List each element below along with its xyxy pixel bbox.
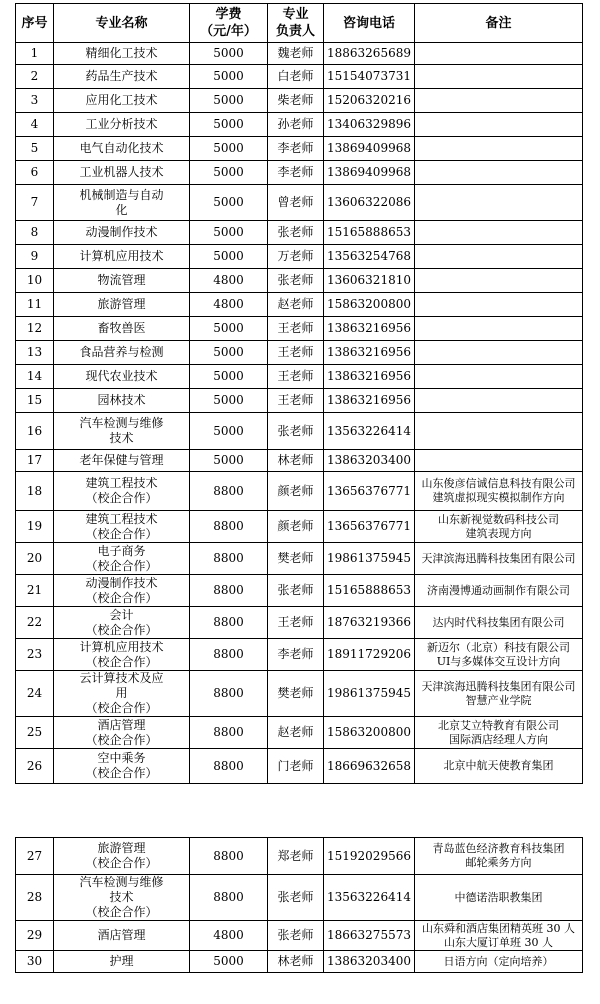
cell-phone: 18663275573 — [324, 921, 415, 951]
table-row — [16, 269, 583, 293]
cell-phone: 15206320216 — [324, 89, 415, 113]
cell-teacher: 万老师 — [268, 245, 324, 269]
cell-teacher: 孙老师 — [268, 113, 324, 137]
cell-remarks: 中德诺浩职教集团 — [415, 875, 583, 921]
cell-phone: 18911729206 — [324, 639, 415, 671]
cell-phone: 13863216956 — [324, 389, 415, 413]
table-body-part-2 — [16, 838, 583, 973]
cell-remarks — [415, 341, 583, 365]
cell-tuition: 8800 — [190, 717, 268, 749]
cell-remarks: 新迈尔（北京）科技有限公司 UI与多媒体交互设计方向 — [415, 639, 583, 671]
table-row — [16, 472, 583, 511]
cell-tuition: 8800 — [190, 875, 268, 921]
cell-remarks: 山东舜和酒店集团精英班 30 人 山东大厦订单班 30 人 — [415, 921, 583, 951]
cell-index: 27 — [16, 838, 54, 875]
cell-phone: 13869409968 — [324, 161, 415, 185]
cell-teacher: 白老师 — [268, 65, 324, 89]
cell-index: 29 — [16, 921, 54, 951]
cell-index: 5 — [16, 137, 54, 161]
cell-phone: 19861375945 — [324, 671, 415, 717]
cell-major: 老年保健与管理 — [54, 450, 190, 472]
cell-index: 6 — [16, 161, 54, 185]
cell-remarks — [415, 43, 583, 65]
cell-teacher: 张老师 — [268, 269, 324, 293]
cell-major: 空中乘务 （校企合作） — [54, 749, 190, 784]
cell-tuition: 5000 — [190, 413, 268, 450]
cell-major: 旅游管理 （校企合作） — [54, 838, 190, 875]
header-index: 序号 — [16, 4, 54, 43]
table-row — [16, 137, 583, 161]
cell-remarks: 日语方向（定向培养） — [415, 951, 583, 973]
cell-major: 旅游管理 — [54, 293, 190, 317]
cell-major: 酒店管理 （校企合作） — [54, 717, 190, 749]
cell-tuition: 5000 — [190, 65, 268, 89]
cell-teacher: 王老师 — [268, 317, 324, 341]
cell-tuition: 5000 — [190, 137, 268, 161]
cell-teacher: 李老师 — [268, 639, 324, 671]
cell-tuition: 8800 — [190, 639, 268, 671]
table-body-part-1 — [16, 43, 583, 784]
cell-index: 30 — [16, 951, 54, 973]
cell-tuition: 8800 — [190, 671, 268, 717]
table-row — [16, 671, 583, 717]
cell-major: 食品营养与检测 — [54, 341, 190, 365]
cell-phone: 15863200800 — [324, 293, 415, 317]
cell-index: 26 — [16, 749, 54, 784]
cell-tuition: 5000 — [190, 317, 268, 341]
table-row — [16, 341, 583, 365]
cell-remarks — [415, 450, 583, 472]
cell-remarks: 达内时代科技集团有限公司 — [415, 607, 583, 639]
cell-major: 建筑工程技术 （校企合作） — [54, 472, 190, 511]
cell-remarks: 山东俊彦信诚信息科技有限公司 建筑虚拟现实模拟制作方向 — [415, 472, 583, 511]
cell-tuition: 4800 — [190, 921, 268, 951]
table-row — [16, 413, 583, 450]
cell-index: 11 — [16, 293, 54, 317]
cell-phone: 13406329896 — [324, 113, 415, 137]
cell-phone: 15863200800 — [324, 717, 415, 749]
cell-tuition: 5000 — [190, 341, 268, 365]
header-phone: 咨询电话 — [324, 4, 415, 43]
cell-teacher: 曾老师 — [268, 185, 324, 221]
cell-remarks — [415, 89, 583, 113]
cell-phone: 13656376771 — [324, 472, 415, 511]
cell-major: 建筑工程技术 （校企合作） — [54, 511, 190, 543]
cell-tuition: 8800 — [190, 607, 268, 639]
cell-major: 云计算技术及应 用 （校企合作） — [54, 671, 190, 717]
cell-tuition: 5000 — [190, 161, 268, 185]
table-row — [16, 575, 583, 607]
cell-major: 药品生产技术 — [54, 65, 190, 89]
cell-tuition: 5000 — [190, 89, 268, 113]
cell-index: 24 — [16, 671, 54, 717]
cell-remarks: 天津滨海迅腾科技集团有限公司 — [415, 543, 583, 575]
cell-teacher: 郑老师 — [268, 838, 324, 875]
cell-major: 应用化工技术 — [54, 89, 190, 113]
cell-major: 动漫制作技术 （校企合作） — [54, 575, 190, 607]
cell-major: 电气自动化技术 — [54, 137, 190, 161]
cell-major: 计算机应用技术 — [54, 245, 190, 269]
cell-index: 23 — [16, 639, 54, 671]
cell-major: 电子商务 （校企合作） — [54, 543, 190, 575]
cell-tuition: 8800 — [190, 511, 268, 543]
cell-remarks — [415, 161, 583, 185]
cell-teacher: 林老师 — [268, 450, 324, 472]
cell-phone: 13656376771 — [324, 511, 415, 543]
cell-tuition: 8800 — [190, 472, 268, 511]
cell-phone: 13869409968 — [324, 137, 415, 161]
cell-major: 汽车检测与维修 技术 — [54, 413, 190, 450]
table-row — [16, 389, 583, 413]
cell-phone: 15154073731 — [324, 65, 415, 89]
table-row — [16, 65, 583, 89]
cell-teacher: 张老师 — [268, 921, 324, 951]
table-row — [16, 113, 583, 137]
cell-index: 7 — [16, 185, 54, 221]
table-row — [16, 639, 583, 671]
cell-phone: 13863216956 — [324, 365, 415, 389]
cell-teacher: 张老师 — [268, 221, 324, 245]
table-row — [16, 921, 583, 951]
table-row — [16, 543, 583, 575]
cell-major: 园林技术 — [54, 389, 190, 413]
cell-remarks — [415, 137, 583, 161]
table-row — [16, 161, 583, 185]
cell-remarks: 青岛蓝色经济教育科技集团 邮轮乘务方向 — [415, 838, 583, 875]
cell-teacher: 赵老师 — [268, 717, 324, 749]
cell-remarks — [415, 113, 583, 137]
cell-remarks: 北京中航天使教育集团 — [415, 749, 583, 784]
cell-tuition: 5000 — [190, 389, 268, 413]
cell-teacher: 王老师 — [268, 607, 324, 639]
cell-index: 17 — [16, 450, 54, 472]
cell-phone: 13863203400 — [324, 951, 415, 973]
cell-index: 19 — [16, 511, 54, 543]
cell-tuition: 4800 — [190, 293, 268, 317]
table-row — [16, 717, 583, 749]
cell-remarks: 山东新视觉数码科技公司 建筑表现方向 — [415, 511, 583, 543]
table-row — [16, 607, 583, 639]
cell-index: 18 — [16, 472, 54, 511]
cell-index: 13 — [16, 341, 54, 365]
table-row — [16, 221, 583, 245]
cell-index: 22 — [16, 607, 54, 639]
cell-index: 4 — [16, 113, 54, 137]
cell-major: 工业分析技术 — [54, 113, 190, 137]
cell-teacher: 王老师 — [268, 365, 324, 389]
cell-remarks — [415, 221, 583, 245]
cell-teacher: 张老师 — [268, 575, 324, 607]
cell-teacher: 赵老师 — [268, 293, 324, 317]
cell-tuition: 5000 — [190, 221, 268, 245]
cell-phone: 13563226414 — [324, 875, 415, 921]
table-row — [16, 245, 583, 269]
cell-phone: 13863216956 — [324, 317, 415, 341]
cell-major: 动漫制作技术 — [54, 221, 190, 245]
cell-teacher: 张老师 — [268, 875, 324, 921]
cell-teacher: 魏老师 — [268, 43, 324, 65]
cell-phone: 15165888653 — [324, 575, 415, 607]
table-row — [16, 951, 583, 973]
header-row — [16, 4, 583, 43]
cell-major: 现代农业技术 — [54, 365, 190, 389]
table-row — [16, 185, 583, 221]
table-row — [16, 89, 583, 113]
cell-phone: 13563226414 — [324, 413, 415, 450]
table-row — [16, 317, 583, 341]
table-row — [16, 838, 583, 875]
cell-remarks — [415, 65, 583, 89]
header-teacher: 专业 负责人 — [268, 4, 324, 43]
cell-index: 1 — [16, 43, 54, 65]
cell-teacher: 颜老师 — [268, 472, 324, 511]
table-row — [16, 875, 583, 921]
cell-index: 10 — [16, 269, 54, 293]
cell-tuition: 5000 — [190, 450, 268, 472]
cell-major: 物流管理 — [54, 269, 190, 293]
cell-teacher: 樊老师 — [268, 671, 324, 717]
cell-index: 14 — [16, 365, 54, 389]
cell-phone: 18863265689 — [324, 43, 415, 65]
cell-phone: 15165888653 — [324, 221, 415, 245]
header-remarks: 备注 — [415, 4, 583, 43]
header-tuition: 学费 （元/年） — [190, 4, 268, 43]
cell-major: 工业机器人技术 — [54, 161, 190, 185]
cell-major: 机械制造与自动 化 — [54, 185, 190, 221]
cell-major: 护理 — [54, 951, 190, 973]
table-row — [16, 450, 583, 472]
cell-tuition: 5000 — [190, 951, 268, 973]
cell-phone: 13863216956 — [324, 341, 415, 365]
cell-phone: 19861375945 — [324, 543, 415, 575]
table-row — [16, 365, 583, 389]
header-major: 专业名称 — [54, 4, 190, 43]
cell-index: 25 — [16, 717, 54, 749]
cell-remarks — [415, 389, 583, 413]
cell-remarks — [415, 185, 583, 221]
cell-teacher: 柴老师 — [268, 89, 324, 113]
cell-teacher: 王老师 — [268, 341, 324, 365]
table-row — [16, 511, 583, 543]
cell-major: 汽车检测与维修 技术 （校企合作） — [54, 875, 190, 921]
cell-tuition: 8800 — [190, 543, 268, 575]
cell-remarks — [415, 293, 583, 317]
cell-teacher: 樊老师 — [268, 543, 324, 575]
cell-tuition: 8800 — [190, 838, 268, 875]
cell-major: 畜牧兽医 — [54, 317, 190, 341]
table-row — [16, 293, 583, 317]
cell-index: 15 — [16, 389, 54, 413]
cell-tuition: 5000 — [190, 245, 268, 269]
cell-index: 8 — [16, 221, 54, 245]
cell-index: 12 — [16, 317, 54, 341]
cell-index: 20 — [16, 543, 54, 575]
majors-table-continued — [15, 837, 583, 973]
cell-teacher: 王老师 — [268, 389, 324, 413]
cell-teacher: 林老师 — [268, 951, 324, 973]
cell-major: 计算机应用技术 （校企合作） — [54, 639, 190, 671]
cell-tuition: 5000 — [190, 113, 268, 137]
cell-teacher: 李老师 — [268, 161, 324, 185]
cell-phone: 13606321810 — [324, 269, 415, 293]
table-row — [16, 749, 583, 784]
cell-remarks: 北京艾立特教育有限公司 国际酒店经理人方向 — [415, 717, 583, 749]
cell-phone: 13563254768 — [324, 245, 415, 269]
cell-remarks: 济南漫博通动画制作有限公司 — [415, 575, 583, 607]
cell-phone: 15192029566 — [324, 838, 415, 875]
cell-remarks — [415, 269, 583, 293]
cell-index: 21 — [16, 575, 54, 607]
cell-index: 2 — [16, 65, 54, 89]
cell-major: 会计 （校企合作） — [54, 607, 190, 639]
cell-tuition: 8800 — [190, 575, 268, 607]
cell-teacher: 李老师 — [268, 137, 324, 161]
cell-index: 9 — [16, 245, 54, 269]
cell-teacher: 张老师 — [268, 413, 324, 450]
cell-tuition: 5000 — [190, 185, 268, 221]
majors-table — [15, 3, 583, 784]
cell-tuition: 5000 — [190, 43, 268, 65]
cell-major: 精细化工技术 — [54, 43, 190, 65]
table-row — [16, 43, 583, 65]
cell-phone: 18763219366 — [324, 607, 415, 639]
cell-index: 3 — [16, 89, 54, 113]
cell-teacher: 颜老师 — [268, 511, 324, 543]
cell-tuition: 8800 — [190, 749, 268, 784]
cell-remarks — [415, 413, 583, 450]
cell-major: 酒店管理 — [54, 921, 190, 951]
cell-remarks — [415, 245, 583, 269]
cell-index: 16 — [16, 413, 54, 450]
cell-tuition: 4800 — [190, 269, 268, 293]
cell-remarks — [415, 365, 583, 389]
cell-remarks — [415, 317, 583, 341]
cell-index: 28 — [16, 875, 54, 921]
cell-phone: 13606322086 — [324, 185, 415, 221]
cell-remarks: 天津滨海迅腾科技集团有限公司 智慧产业学院 — [415, 671, 583, 717]
cell-tuition: 5000 — [190, 365, 268, 389]
cell-phone: 13863203400 — [324, 450, 415, 472]
cell-phone: 18669632658 — [324, 749, 415, 784]
cell-teacher: 门老师 — [268, 749, 324, 784]
